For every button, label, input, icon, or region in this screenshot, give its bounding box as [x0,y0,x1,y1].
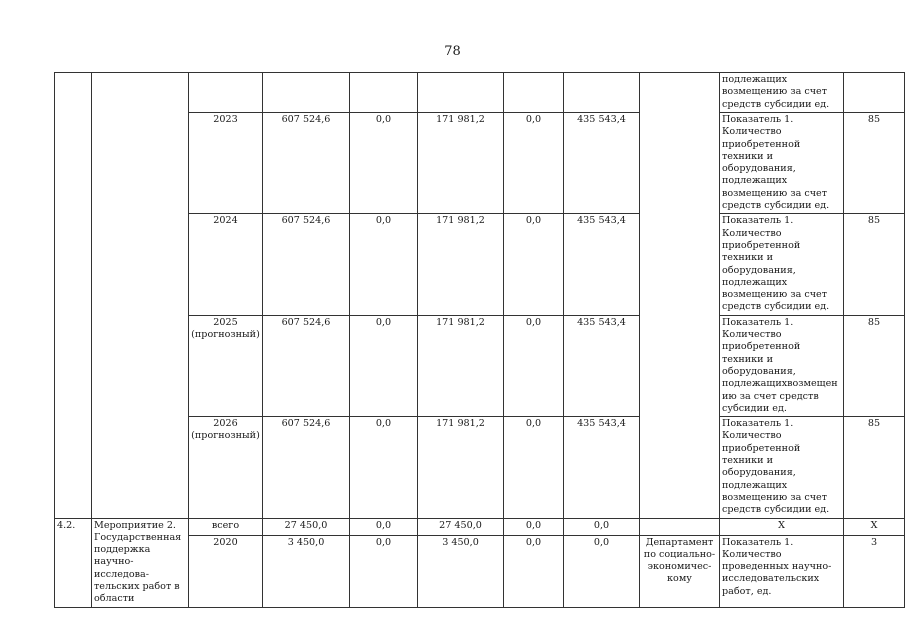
amount-cell: 0,0 [504,518,564,535]
amount-cell: 0,0 [564,535,640,607]
value-cell: 85 [844,214,905,315]
amount-cell: 3 450,0 [418,535,504,607]
amount-cell: 0,0 [350,113,418,214]
amount-cell: 0,0 [350,518,418,535]
amount-cell: 171 981,2 [418,113,504,214]
amount-cell: 171 981,2 [418,417,504,518]
empty-num-cell [55,73,92,519]
total-cell: 607 524,6 [263,417,350,518]
year-cell: 2023 [189,113,263,214]
amount-cell: 0,0 [350,535,418,607]
year-cell: 2024 [189,214,263,315]
program-table [54,72,905,608]
amount-cell: 0,0 [504,113,564,214]
value-cell: 85 [844,315,905,416]
amount-cell: 0,0 [504,535,564,607]
value-cell: Х [844,518,905,535]
total-cell: 3 450,0 [263,535,350,607]
amount-cell: 435 543,4 [564,315,640,416]
total-cell: 27 450,0 [263,518,350,535]
year-cell: 2026 (прогнозный) [189,417,263,518]
total-cell: 607 524,6 [263,214,350,315]
measure-number: 4.2. [55,518,92,607]
year-cell: 2025 (прогнозный) [189,315,263,416]
amount-cell: 0,0 [504,315,564,416]
amount-cell: 0,0 [350,417,418,518]
value-cell: 3 [844,535,905,607]
continuation-indicator: подлежащих возмещению за счет средств субсидии ед. [720,73,844,113]
year-cell: 2020 [189,535,263,607]
total-cell: 607 524,6 [263,315,350,416]
total-cell: 607 524,6 [263,113,350,214]
continuation-row [55,73,905,113]
amount-cell: 435 543,4 [564,417,640,518]
year-cell: всего [189,518,263,535]
indicator-cell: Показатель 1. Количество проведенных научно-исследовательских работ, ед. [720,535,844,607]
indicator-cell: Показатель 1. Количество приобретенной техники и оборудования, подлежащих возмещению за счет средств субсидии ед. [720,113,844,214]
amount-cell: 0,0 [350,315,418,416]
measure-total-row [55,518,905,535]
amount-cell: 0,0 [564,518,640,535]
executor-cell: Департамент по социально-экономичес-кому [640,535,720,607]
amount-cell: 171 981,2 [418,315,504,416]
amount-cell: 0,0 [504,214,564,315]
amount-cell: 0,0 [504,417,564,518]
value-cell: 85 [844,113,905,214]
indicator-cell: Показатель 1. Количество приобретенной техники и оборудования, подлежащих возмещению за счет средств субсидии ед. [720,417,844,518]
page-number: 78 [444,44,461,59]
amount-cell: 171 981,2 [418,214,504,315]
measure-name: Мероприятие 2. Государственная поддержка научно-исследова-тельских работ в области [92,518,189,607]
amount-cell: 27 450,0 [418,518,504,535]
indicator-cell: Показатель 1. Количество приобретенной техники и оборудования, подлежащих возмещению за счет средств субсидии ед. [720,214,844,315]
amount-cell: 435 543,4 [564,214,640,315]
indicator-cell: Показатель 1. Количество приобретенной техники и оборудования, подлежащихвозмещению за счет средств субсидии ед. [720,315,844,416]
amount-cell: 435 543,4 [564,113,640,214]
amount-cell: 0,0 [350,214,418,315]
value-cell: 85 [844,417,905,518]
empty-name-cell [92,73,189,519]
empty-executor-cell [640,73,720,519]
indicator-cell: Х [720,518,844,535]
